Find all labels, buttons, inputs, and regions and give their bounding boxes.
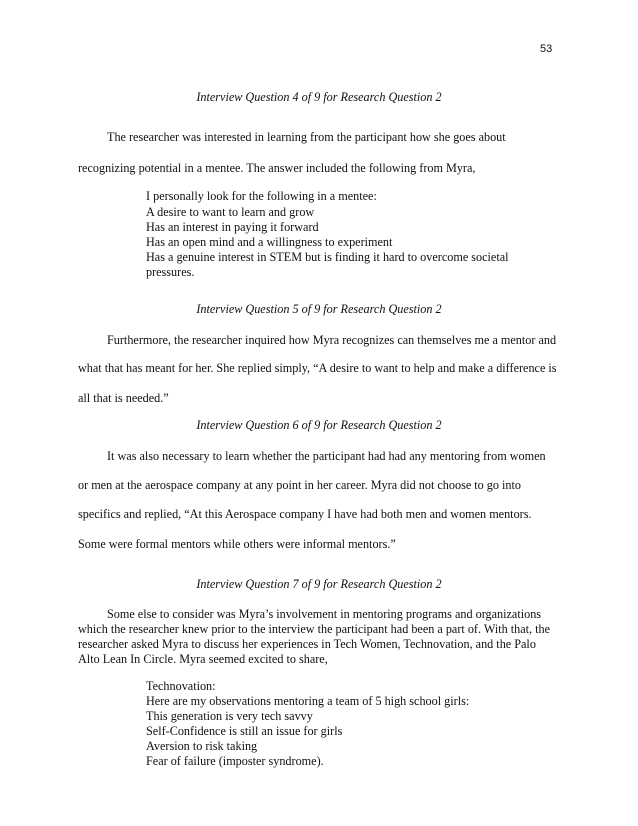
quote-line: Has an open mind and a willingness to experiment xyxy=(146,235,393,249)
quote-line: Self-Confidence is still an issue for girls xyxy=(146,724,343,738)
paragraph-line: The researcher was interested in learning from the participant how she goes about xyxy=(107,130,506,144)
paragraph-line: Some were formal mentors while others were informal mentors.” xyxy=(78,537,396,551)
paragraph-line: specifics and replied, “At this Aerospace company I have had both men and women mentors. xyxy=(78,507,532,521)
page-number: 53 xyxy=(540,43,553,55)
paragraph-line: which the researcher knew prior to the interview the participant had been a part of. With that, the xyxy=(78,622,551,636)
paragraph-line: researcher asked Myra to discuss her experiences in Tech Women, Technovation, and the Palo xyxy=(78,637,536,651)
paragraph-line: or men at the aerospace company at any point in her career. Myra did not choose to go into xyxy=(78,478,522,492)
quote-line: Technovation: xyxy=(146,679,216,693)
paragraph-line: Some else to consider was Myra’s involvement in mentoring programs and organizations xyxy=(107,607,542,621)
quote-line: I personally look for the following in a mentee: xyxy=(146,189,377,203)
paragraph-line: recognizing potential in a mentee. The answer included the following from Myra, xyxy=(78,161,476,175)
quote-line: Has a genuine interest in STEM but is finding it hard to overcome societal xyxy=(146,250,509,264)
quote-line: A desire to want to learn and grow xyxy=(146,205,315,219)
paragraph-line: Alto Lean In Circle. Myra seemed excited to share, xyxy=(78,652,328,666)
section-heading: Interview Question 5 of 9 for Research Question 2 xyxy=(196,302,442,316)
quote-line: Fear of failure (imposter syndrome). xyxy=(146,754,324,768)
section-heading: Interview Question 7 of 9 for Research Question 2 xyxy=(196,577,442,591)
section-heading: Interview Question 6 of 9 for Research Question 2 xyxy=(196,418,442,432)
paragraph-line: what that has meant for her. She replied simply, “A desire to want to help and make a difference is xyxy=(78,361,557,375)
quote-line: This generation is very tech savvy xyxy=(146,709,313,723)
paragraph-line: Furthermore, the researcher inquired how Myra recognizes can themselves me a mentor and xyxy=(107,333,557,347)
quote-line: pressures. xyxy=(146,265,195,279)
paragraph-line: all that is needed.” xyxy=(78,391,169,405)
quote-line: Aversion to risk taking xyxy=(146,739,258,753)
paragraph-line: It was also necessary to learn whether the participant had had any mentoring from women xyxy=(107,449,546,463)
section-heading: Interview Question 4 of 9 for Research Question 2 xyxy=(196,90,442,104)
quote-line: Has an interest in paying it forward xyxy=(146,220,319,234)
quote-line: Here are my observations mentoring a team of 5 high school girls: xyxy=(146,694,470,708)
